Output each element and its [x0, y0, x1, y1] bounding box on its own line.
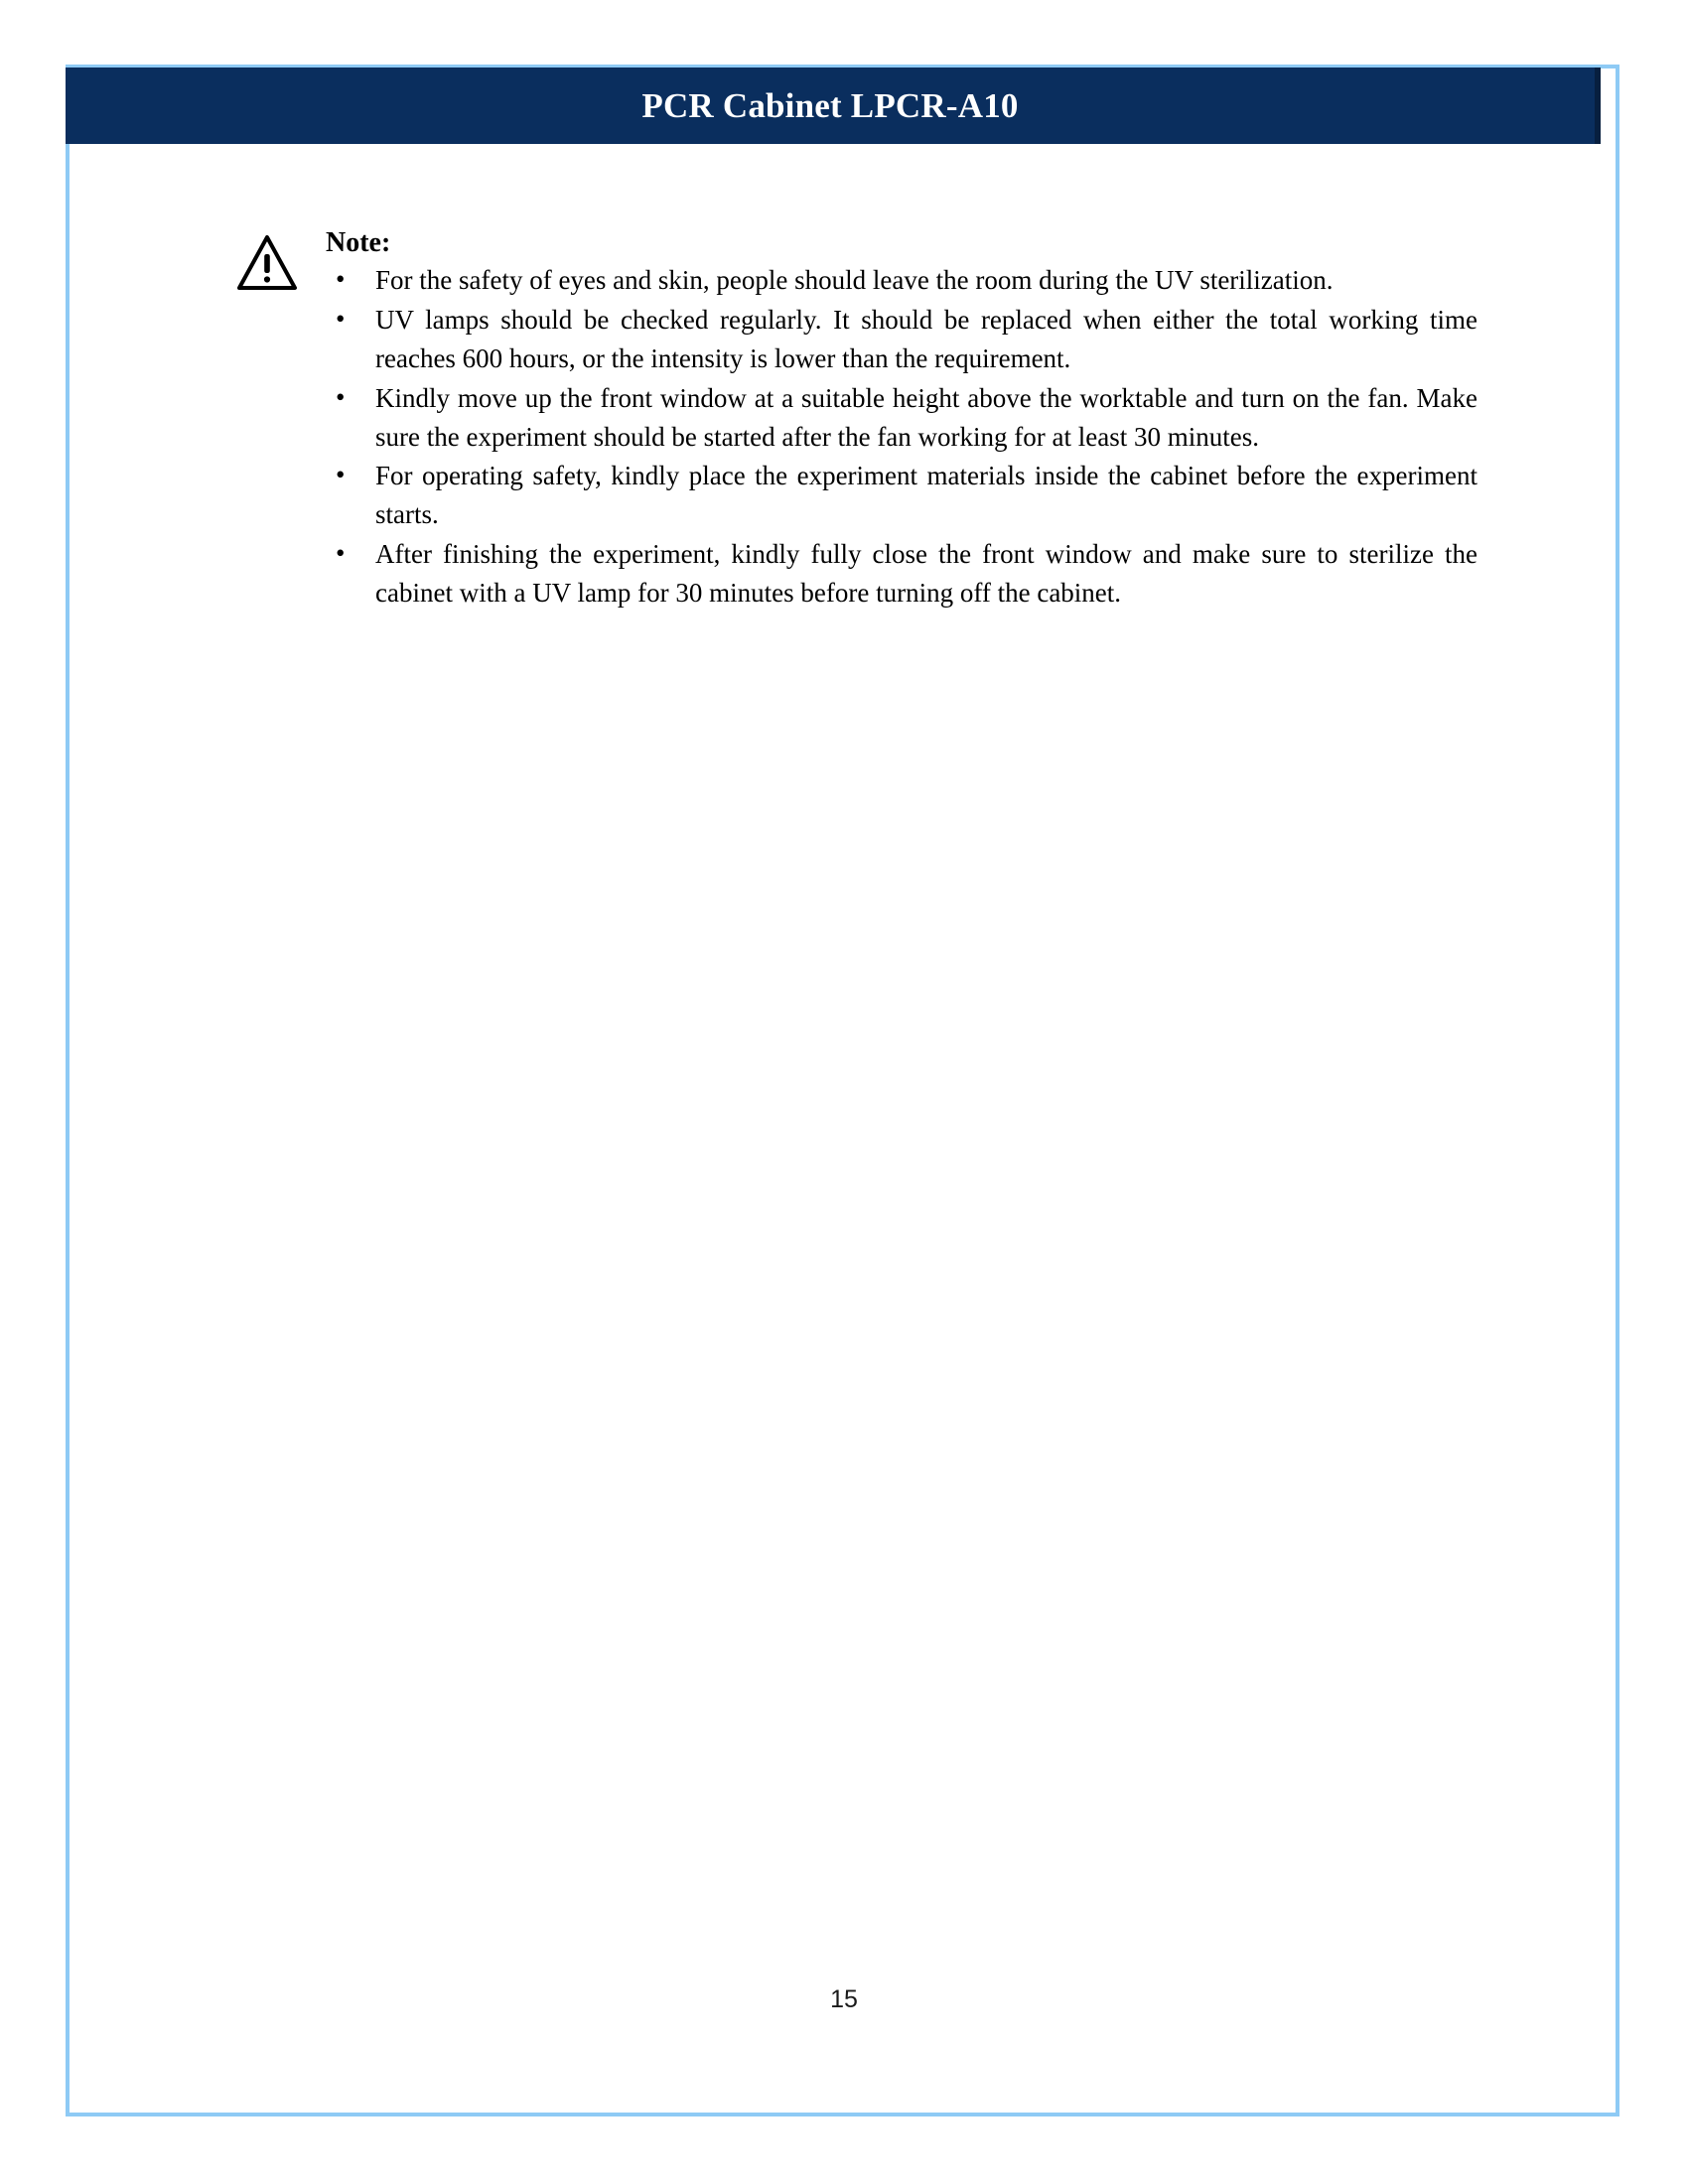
- note-list-item-text: Kindly move up the front window at a suitable height above the worktable and turn on the fan. Make sure the experiment should be started after the fan working for at least 30 minutes.: [375, 382, 1477, 452]
- note-body: [326, 226, 1477, 613]
- note-list-item: [326, 535, 1477, 613]
- warning-triangle-icon: [236, 234, 298, 292]
- note-list-item: [326, 261, 1477, 300]
- note-list-item-text: After finishing the experiment, kindly fully close the front window and make sure to sterilize the cabinet with a UV lamp for 30 minutes before turning off the cabinet.: [375, 539, 1477, 609]
- document-title: PCR Cabinet LPCR-A10: [641, 86, 1019, 125]
- note-block: [236, 226, 1477, 614]
- page-number: 15: [830, 1985, 858, 2013]
- note-heading: Note:: [326, 227, 391, 258]
- document-header-banner: [66, 68, 1595, 144]
- note-list: [326, 261, 1477, 613]
- note-list-item: [326, 379, 1477, 457]
- note-list-item-text: For the safety of eyes and skin, people should leave the room during the UV sterilization.: [375, 265, 1334, 296]
- note-list-item-text: UV lamps should be checked regularly. It should be replaced when either the total working time reaches 600 hours, or the intensity is lower than the requirement.: [375, 304, 1477, 373]
- note-list-item: [326, 301, 1477, 378]
- note-list-item: [326, 457, 1477, 534]
- note-list-item-text: For operating safety, kindly place the experiment materials inside the cabinet before the experiment starts.: [375, 461, 1477, 530]
